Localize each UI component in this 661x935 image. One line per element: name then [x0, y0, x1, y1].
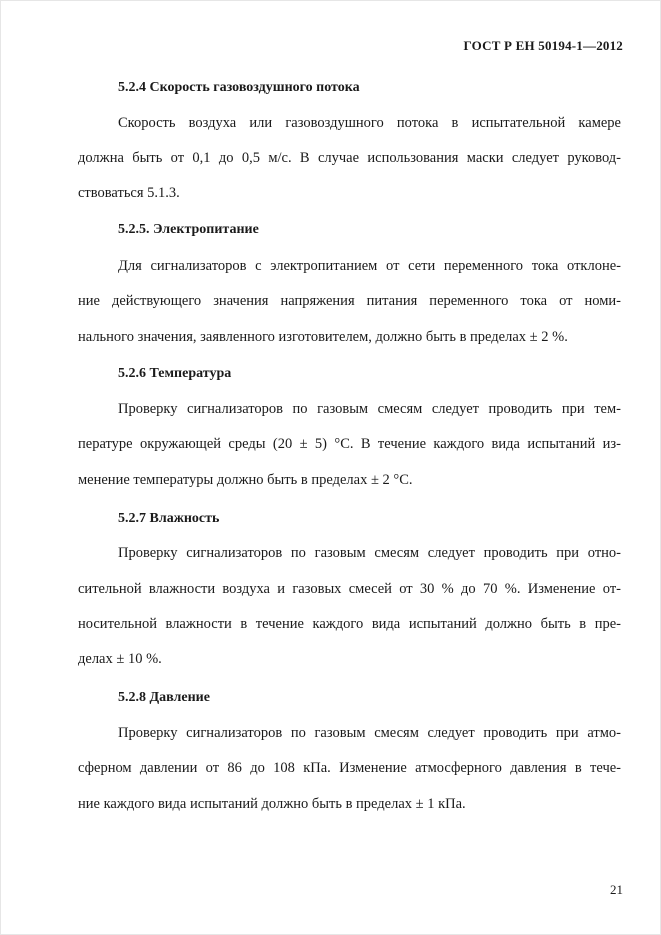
- paragraph-line: ние действующего значения напряжения питания переменного тока от номи-: [78, 293, 621, 309]
- paragraph-line: нального значения, заявленного изготовителем, должно быть в пределах ± 2 %.: [78, 329, 568, 345]
- paragraph-line: пературе окружающей среды (20 ± 5) °С. В течение каждого вида испытаний из-: [78, 436, 621, 452]
- section-heading-5-2-7: 5.2.7 Влажность: [118, 511, 220, 526]
- section-heading-5-2-5: 5.2.5. Электропитание: [118, 222, 259, 237]
- paragraph-line: делах ± 10 %.: [78, 651, 162, 667]
- section-heading-5-2-6: 5.2.6 Температура: [118, 366, 232, 381]
- paragraph-line: ние каждого вида испытаний должно быть в пределах ± 1 кПа.: [78, 796, 466, 812]
- paragraph-line: носительной влажности в течение каждого вида испытаний должно быть в пре-: [78, 616, 621, 632]
- paragraph-line: Проверку сигнализаторов по газовым смесям следует проводить при отно-: [118, 545, 621, 561]
- paragraph-line: менение температуры должно быть в пределах ± 2 °С.: [78, 472, 413, 488]
- paragraph-line: ствоваться 5.1.3.: [78, 185, 180, 201]
- paragraph-line: Скорость воздуха или газовоздушного потока в испытательной камере: [118, 115, 621, 131]
- paragraph-line: сительной влажности воздуха и газовых смесей от 30 % до 70 %. Изменение от-: [78, 581, 621, 597]
- paragraph-line: должна быть от 0,1 до 0,5 м/с. В случае использования маски следует руковод-: [78, 150, 621, 166]
- page-number: 21: [610, 882, 623, 897]
- paragraph-line: Проверку сигнализаторов по газовым смесям следует проводить при атмо-: [118, 725, 621, 741]
- paragraph-line: сферном давлении от 86 до 108 кПа. Изменение атмосферного давления в тече-: [78, 760, 621, 776]
- section-heading-5-2-4: 5.2.4 Скорость газовоздушного потока: [118, 80, 360, 95]
- paragraph-line: Для сигнализаторов с электропитанием от сети переменного тока отклоне-: [118, 258, 621, 274]
- paragraph-line: Проверку сигнализаторов по газовым смесям следует проводить при тем-: [118, 401, 621, 417]
- document-code: ГОСТ Р ЕН 50194-1—2012: [463, 38, 623, 53]
- section-heading-5-2-8: 5.2.8 Давление: [118, 690, 210, 705]
